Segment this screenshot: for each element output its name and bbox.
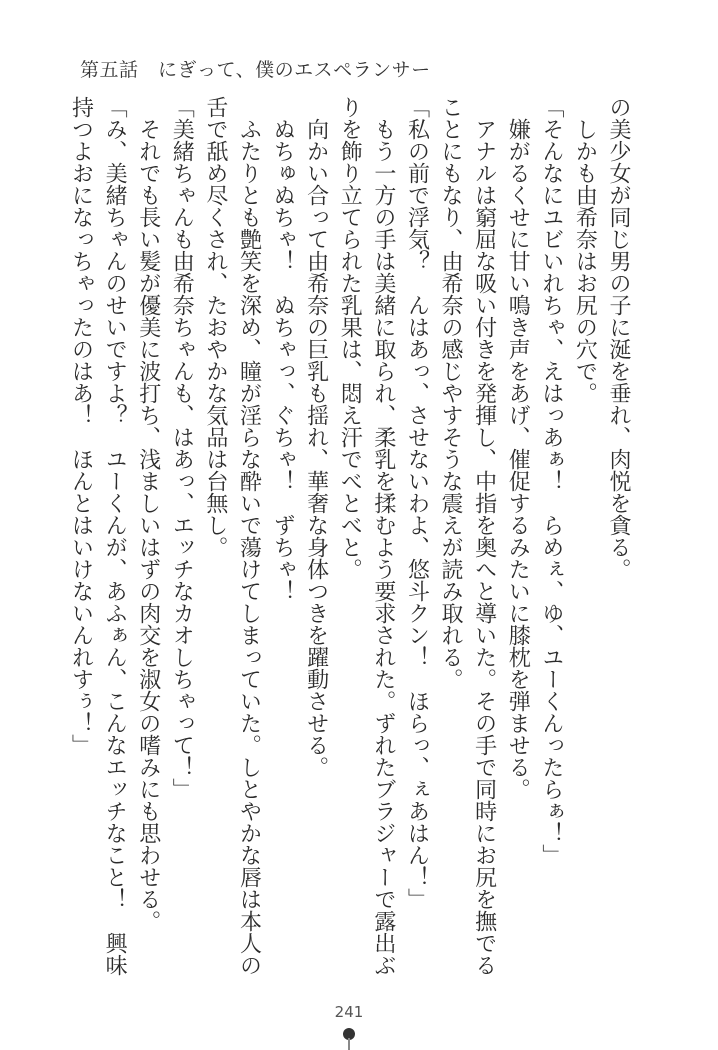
text-line: アナルは窮屈な吸い付きを発揮し、中指を奥へと導いた。その手で同時にお尻を撫でる [471,96,497,976]
text-line: それでも長い髪が優美に波打ち、浅ましいはずの肉交を淑女の嗜みにも思わせる。 [135,96,161,932]
text-line: 舌で舐め尽くされ、たおやかな気品は台無し。 [202,96,228,558]
text-line: 嫌がるくせに甘い鳴き声をあげ、催促するみたいに膝枕を弾ませる。 [505,96,531,800]
text-line: ふたりとも艶笑を深め、瞳が淫らな酔いで蕩けてしまっていた。しとやかな唇は本人の [236,96,262,976]
text-line: 「そんなにユビいれちゃ、えはっあぁ！ らめぇ、ゆ、ユーくんったらぁ！」 [538,96,564,866]
page-number: 241 [334,1003,364,1021]
text-line: 向かい合って由希奈の巨乳も揺れ、華奢な身体つきを躍動させる。 [303,96,329,778]
text-line: 「美緒ちゃんも由希奈ちゃんも、はあっ、エッチなカオしちゃって！」 [169,96,195,800]
text-line: しかも由希奈はお尻の穴で。 [572,96,598,404]
text-line: もう一方の手は美緒に取られ、柔乳を揉むよう要求された。ずれたブラジャーで露出ぶ [370,96,396,976]
text-line: ことにもなり、由希奈の感じやすそうな震えが読み取れる。 [438,96,464,690]
text-line: 「み、美緒ちゃんのせいですよ？ ユーくんが、あふぁん、こんなエッチなこと！ 興味 [102,96,128,976]
page-ornament-line [348,1038,350,1050]
text-line: ぬちゅぬちゃ！ ぬちゃっ、ぐちゃ！ ずちゃ！ [270,96,296,602]
running-header: 第五話 にぎって、僕のエスペランサー [80,59,431,81]
text-line: 「私の前で浮気？ んはあっ、させないわよ、悠斗クン！ ほらっ、ぇあはん！」 [404,96,430,910]
vertical-body-text [64,96,635,976]
text-line: 持つよおになっちゃったのはあ！ ほんとはいけないんれすぅ！」 [68,96,94,756]
text-line: りを飾り立てられた乳果は、悶え汗でべとべと。 [337,96,363,580]
text-line: の美少女が同じ男の子に涎を垂れ、肉悦を貪る。 [606,96,631,580]
